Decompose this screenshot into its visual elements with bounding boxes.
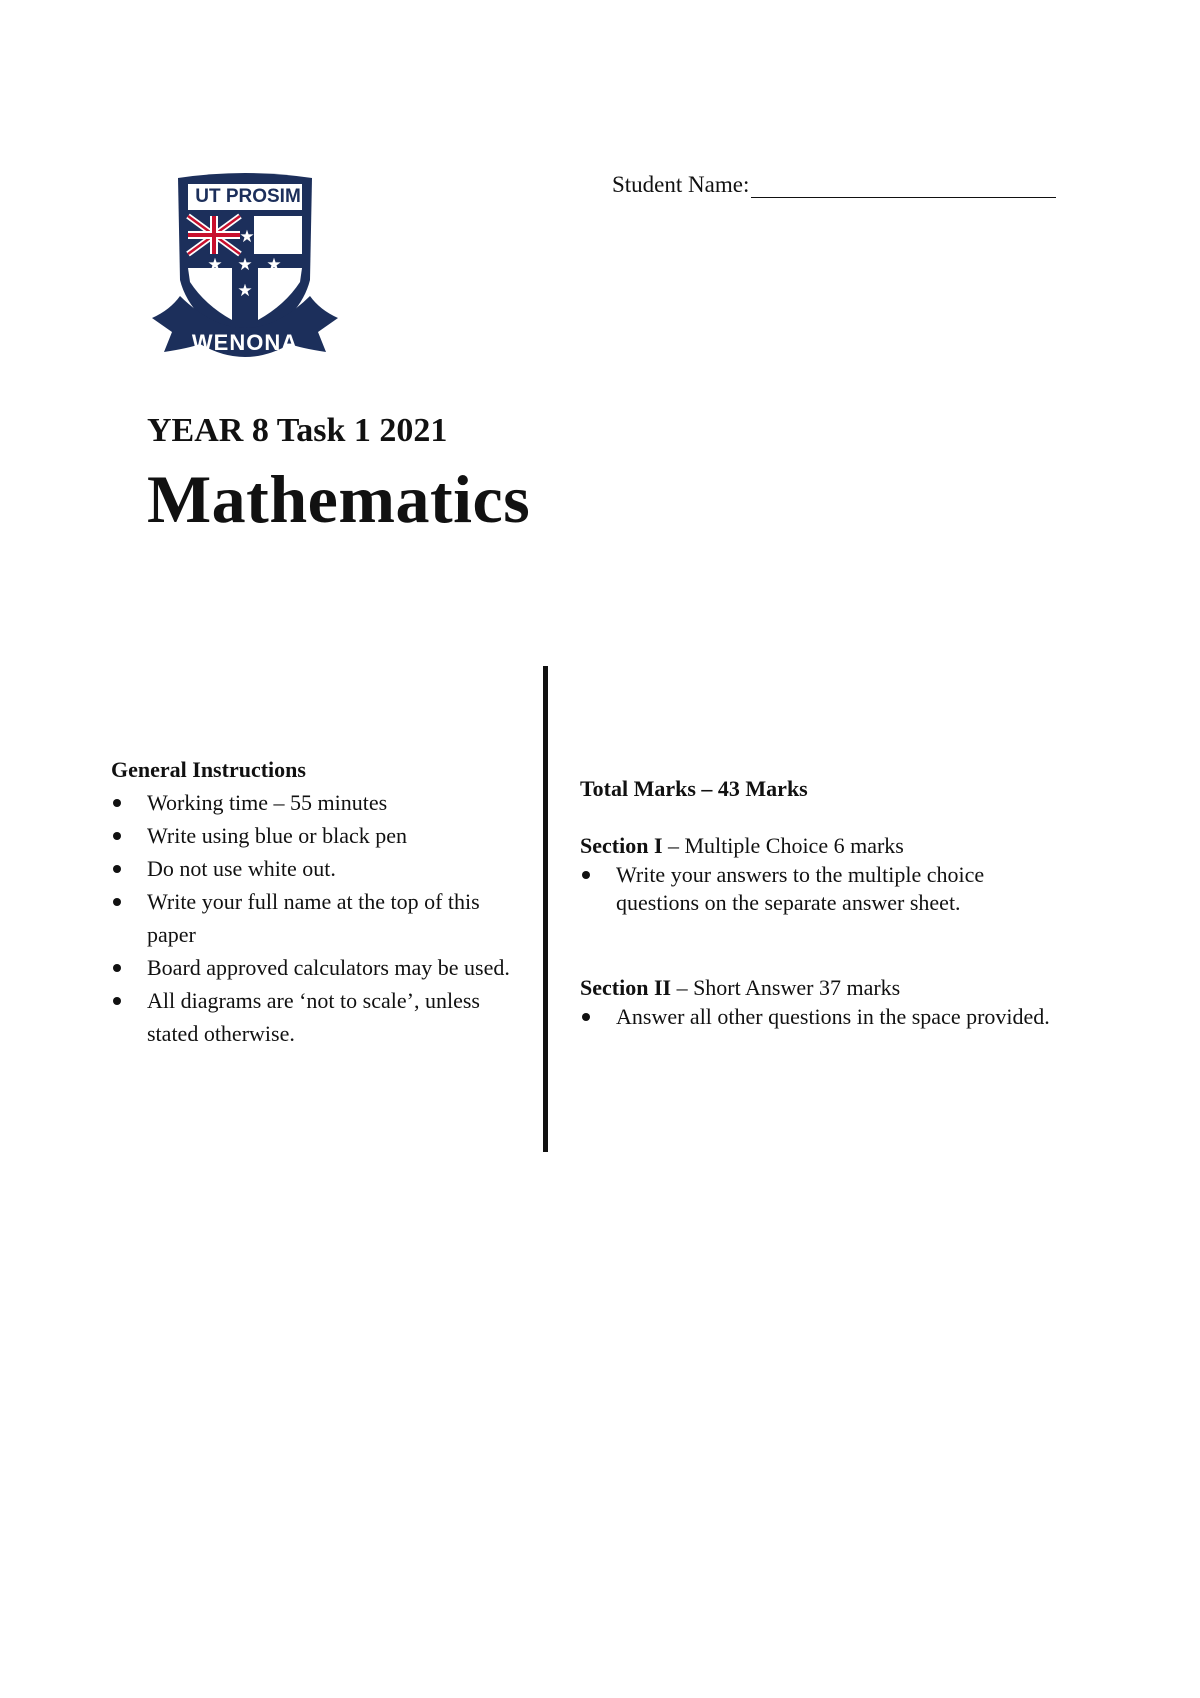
student-name-line	[751, 173, 1056, 198]
section-2-description: – Short Answer 37 marks	[671, 975, 901, 1000]
section-1-description: – Multiple Choice 6 marks	[662, 833, 904, 858]
bullet-icon	[582, 871, 590, 879]
task-title: YEAR 8 Task 1 2021	[147, 412, 448, 449]
section-1-list	[580, 861, 1050, 917]
list-item: Write your answers to the multiple choice questions on the separate answer sheet.	[580, 861, 1050, 917]
list-item: Write your full name at the top of this paper	[111, 885, 531, 951]
bullet-icon	[113, 799, 121, 807]
bullet-icon	[582, 1013, 590, 1021]
svg-text:★: ★	[237, 255, 253, 275]
svg-text:★: ★	[207, 255, 223, 275]
section-1-label: Section I	[580, 833, 663, 858]
crest-motto: UT PROSIM	[195, 186, 301, 207]
svg-text:★: ★	[266, 255, 282, 275]
general-instructions-heading: General Instructions	[111, 757, 306, 782]
section-2-label: Section II	[580, 975, 672, 1000]
bullet-icon	[113, 997, 121, 1005]
student-name-field	[612, 172, 1056, 198]
bullet-icon	[113, 964, 121, 972]
section-2-heading	[580, 974, 1050, 1002]
general-instructions-list	[111, 786, 531, 1050]
list-item: Working time – 55 minutes	[111, 786, 531, 819]
svg-text:★: ★	[237, 281, 253, 301]
list-item: Answer all other questions in the space provided.	[580, 1003, 1050, 1031]
marks-summary	[580, 775, 1050, 1031]
section-2-list	[580, 1003, 1050, 1031]
section-2	[580, 974, 1050, 1031]
list-item: Board approved calculators may be used.	[111, 951, 531, 984]
total-marks: Total Marks – 43 Marks	[580, 776, 808, 801]
section-1-heading	[580, 832, 1050, 860]
crest-school-name: WENONA	[191, 330, 299, 355]
list-item: Do not use white out.	[111, 852, 531, 885]
general-instructions	[111, 753, 531, 1050]
school-crest-logo	[150, 170, 340, 370]
bullet-icon	[113, 832, 121, 840]
subject-title: Mathematics	[147, 461, 531, 537]
list-item: Write using blue or black pen	[111, 819, 531, 852]
column-divider	[543, 666, 548, 1152]
student-name-label: Student Name:	[612, 172, 750, 197]
section-1	[580, 832, 1050, 917]
svg-text:★: ★	[239, 227, 255, 247]
bullet-icon	[113, 898, 121, 906]
list-item: All diagrams are ‘not to scale’, unless stated otherwise.	[111, 984, 531, 1050]
bullet-icon	[113, 865, 121, 873]
